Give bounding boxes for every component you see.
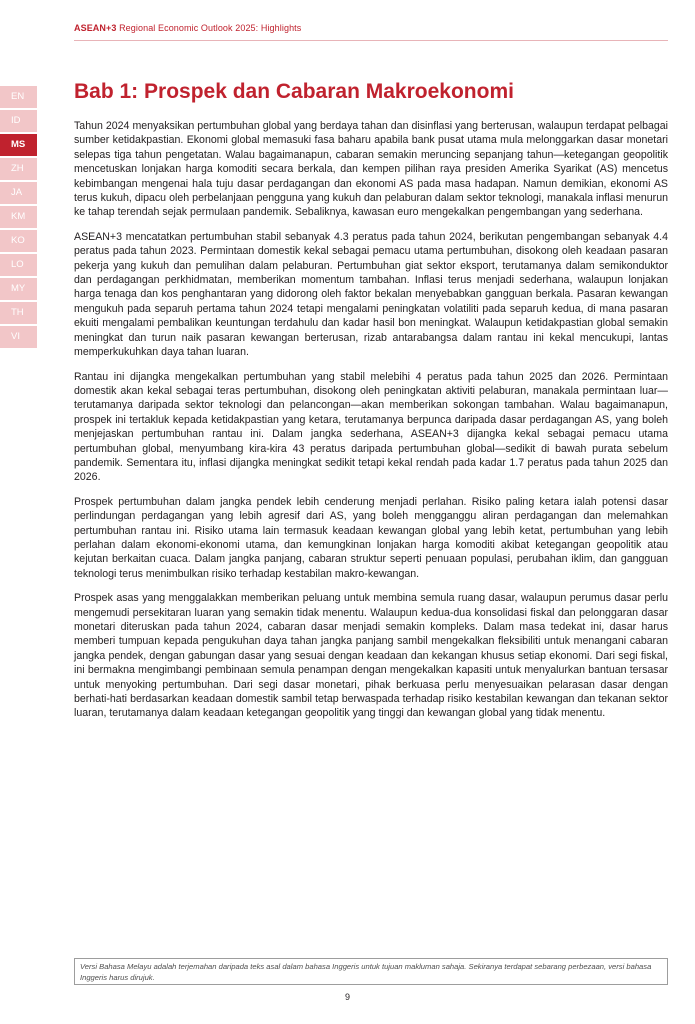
paragraph-3: Rantau ini dijangka mengekalkan pertumbuhan yang stabil melebihi 4 peratus pada tahun 2025 dan 2026. Permintaan domestik akan kekal sebagai teras pertumbuhan, disokong oleh peningkatan aktiviti pelaburan, manakala permintaan luar—terutamanya daripada sektor teknologi dan pelancongan—akan memberikan sokongan tambahan. Walau bagaimanapun, prospek ini tertakluk kepada ketidakpastian yang ketara, terutamanya berpunca daripada dasar perdagangan AS, yang boleh menjejaskan pertumbuhan rantau ini. Dalam jangka sederhana, ASEAN+3 dijangka kekal sebagai pemacu utama pertumbuhan global, menyumbang kira-kira 43 peratus daripada pertumbuhan global—sedikit di bawah purata sebelum pandemik. Sementara itu, inflasi dijangka meningkat sedikit tetapi kekal rendah pada kadar 1.7 peratus pada tahun 2025 dan 2026. xyxy=(74,370,668,484)
lang-tab-my[interactable]: MY xyxy=(0,278,37,300)
lang-tab-zh[interactable]: ZH xyxy=(0,158,37,180)
header-brand: ASEAN+3 xyxy=(74,23,117,33)
chapter-body xyxy=(74,119,668,731)
lang-tab-vi[interactable]: VI xyxy=(0,326,37,348)
lang-tab-en[interactable]: EN xyxy=(0,86,37,108)
lang-tab-ja[interactable]: JA xyxy=(0,182,37,204)
running-header xyxy=(74,23,301,33)
lang-tab-ms[interactable]: MS xyxy=(0,134,37,156)
paragraph-5: Prospek asas yang menggalakkan memberikan peluang untuk membina semula ruang dasar, walaupun perumus dasar perlu mengemudi persekitaran luaran yang semakin tidak menentu. Walaupun kedua-dua konsolidasi fiskal dan pelonggaran dasar monetari diteruskan pada tahun 2024, cabaran dasar menjadi semakin kompleks. Dalam masa tedekat ini, dasar harus memberi tumpuan kepada pengukuhan daya tahan jangka panjang sambil mengekalkan fleksibiliti untuk menangani cabaran jangka pendek, dengan gabungan dasar yang sesuai dengan keadaan dan kekangan khusus setiap ekonomi. Dari segi fiskal, ini bermakna mengimbangi pembinaan semula penampan dengan mengekalkan kapasiti untuk menyalurkan bantuan tersasar untuk menyoking pertumbuhan. Dari segi dasar monetari, pihak berkuasa perlu menyesuaikan pelarasan dasar dengan berhati-hati berdasarkan keadaan domestik sambil tetap berwaspada terhadap risiko kestabilan kewangan dan tekanan sektor luaran, terutamanya dalam keadaan ketegangan geopolitik yang tinggi dan kewangan global yang tidak menentu. xyxy=(74,592,668,720)
lang-tab-lo[interactable]: LO xyxy=(0,254,37,276)
header-subtitle: Regional Economic Outlook 2025: Highlights xyxy=(119,23,302,33)
page-number: 9 xyxy=(344,992,350,1002)
paragraph-4: Prospek pertumbuhan dalam jangka pendek lebih cenderung menjadi perlahan. Risiko paling ketara ialah potensi dasar perlindungan perdagangan yang lebih agresif dari AS, yang boleh mengganggu aliran perdagangan dan melemahkan pertumbuhan rantau ini. Risiko utama lain termasuk keadaan kewangan global yang lebih ketat, pertumbuhan yang lebih perlahan dalam ekonomi-ekonomi utama, dan kemungkinan lonjakan harga komoditi akibat ketegangan geopolitik atau kejutan berkaitan cuaca. Dalam jangka panjang, cabaran struktur seperti penuaan populasi, perubahan iklim, dan gangguan teknologi terus menimbulkan risiko terhadap kestabilan makro-kewangan. xyxy=(74,495,668,580)
lang-tab-km[interactable]: KM xyxy=(0,206,37,228)
lang-tab-ko[interactable]: KO xyxy=(0,230,37,252)
lang-tab-id[interactable]: ID xyxy=(0,110,37,132)
language-nav xyxy=(0,86,37,350)
chapter-title: Bab 1: Prospek dan Cabaran Makroekonomi xyxy=(74,80,514,103)
paragraph-1: Tahun 2024 menyaksikan pertumbuhan global yang berdaya tahan dan disinflasi yang berterusan, walaupun terdapat pelbagai sumber ketidakpastian. Ekonomi global memasuki fasa baharu apabila bank pusat utama mula melonggarkan dasar monetari selepas tiga tahun pengetatan. Walau bagaimanapun, cabaran semakin meruncing sepanjang tahun—ketegangan geopolitik mencetuskan lonjakan harga komoditi secara berkala, dan kempen pilihan raya presiden Amerika Syarikat (AS) mencetus kebimbangan mengenai hala tuju dasar perdagangan dan ekonomi AS pada masa hadapan. Namun demikian, ekonomi AS terus kukuh, dipacu oleh perbelanjaan pengguna yang kukuh dan pelaburan dalam sektor teknologi, manakala inflasi menurun ke tahap terendah sejak permulaan pandemik. Sebaliknya, kawasan euro mengekalkan pengembangan yang sederhana. xyxy=(74,120,668,219)
translation-footnote: Versi Bahasa Melayu adalah terjemahan daripada teks asal dalam bahasa Inggeris untuk tujuan makluman sahaja. Sekiranya terdapat sebarang perbezaan, versi bahasa Inggeris harus dirujuk. xyxy=(74,958,668,985)
lang-tab-th[interactable]: TH xyxy=(0,302,37,324)
header-divider xyxy=(74,40,668,41)
paragraph-2: ASEAN+3 mencatatkan pertumbuhan stabil sebanyak 4.3 peratus pada tahun 2024, berikutan pengembangan sebanyak 4.4 peratus pada tahun 2023. Permintaan domestik kekal sebagai pemacu utama pertumbuhan, disokong oleh keadaan pasaran pekerja yang kukuh dan pemulihan dalam pelaburan. Pertumbuhan giat sektor eksport, terutamanya dalam semikonduktor dan perdagangan perkhidmatan, memberikan momentum tambahan. Inflasi terus menjadi sederhana, walaupun lonjakan harga tenaga dan kos penghantaran yang didorong oleh faktor bekalan menyebabkan gangguan berkala. Pasaran kewangan mengukuh pada separuh pertama tahun 2024 tetapi mengalami peningkatan volatiliti pada separuh kedua, di mana pasaran ekuiti mengalami pembalikan keuntungan terdahulu dan kadar hasil bon meningkat. Walaupun ketidakpastian global semakin meningkat dan turun naik pasaran kewangan berterusan, rizab antarabangsa dalam rantau ini kekal mencukupi, lantas memperkukuhkan daya tahan luaran. xyxy=(74,230,668,359)
